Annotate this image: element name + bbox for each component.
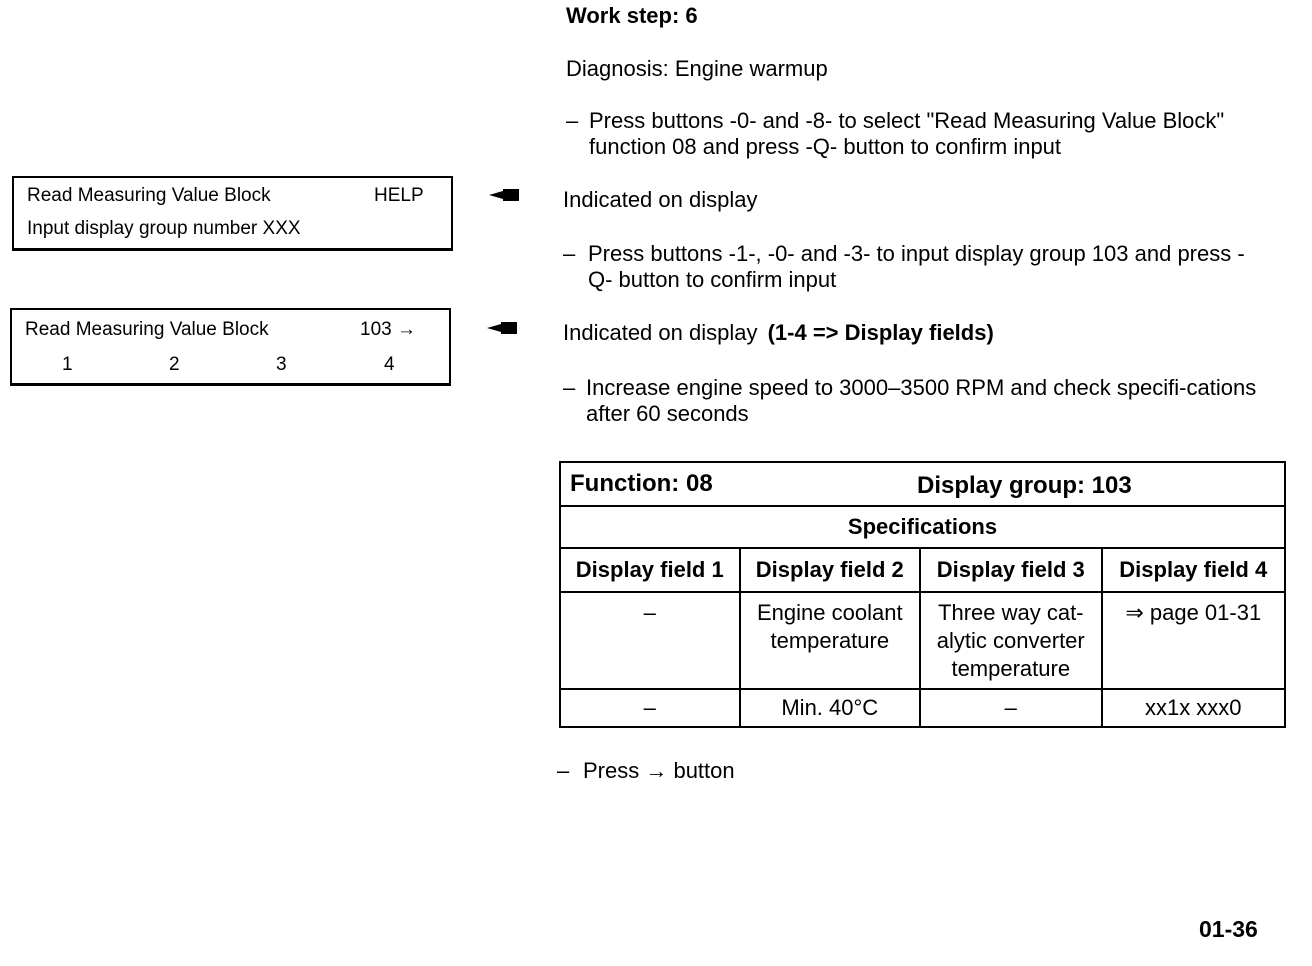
step-dash: – [563, 375, 576, 400]
display-line-input: Input display group number XXX [27, 218, 301, 239]
indicated-on-display [563, 320, 994, 346]
table-cell: – [920, 689, 1101, 727]
table-cell: – [560, 592, 740, 689]
display-box-group [10, 308, 451, 386]
specifications-table [559, 461, 1286, 728]
step-dash: – [563, 241, 576, 266]
column-header: Display field 2 [740, 548, 921, 592]
display-field-3: 3 [276, 354, 287, 375]
pointer-icon [489, 187, 519, 203]
column-header: Display field 3 [920, 548, 1101, 592]
indicated-on-display: Indicated on display [563, 187, 758, 212]
table-cell: Engine coolant temperature [740, 592, 921, 689]
table-cell: Three way cat-alytic converter temperature [920, 592, 1101, 689]
step-instruction: Press → button [583, 758, 735, 783]
display-field-4: 4 [384, 354, 395, 375]
table-cell: Min. 40°C [740, 689, 921, 727]
display-box-help [12, 176, 453, 251]
specifications-heading: Specifications [560, 506, 1285, 548]
indicated-text: Indicated on display [563, 320, 758, 345]
diagnosis-title: Diagnosis: Engine warmup [566, 56, 828, 81]
work-step-title: Work step: 6 [566, 3, 698, 28]
table-cell: ⇒ page 01-31 [1102, 592, 1285, 689]
display-field-1: 1 [62, 354, 73, 375]
table-cell: – [560, 689, 740, 727]
step-dash: – [557, 758, 570, 783]
step-instruction: Increase engine speed to 3000–3500 RPM and check specifi-cations after 60 seconds [586, 375, 1257, 426]
display-line-title: Read Measuring Value Block [27, 185, 271, 206]
page-number: 01-36 [1199, 916, 1258, 942]
pointer-icon [487, 320, 517, 336]
display-group-label: Display group: 103 [917, 472, 1132, 499]
function-label: Function: 08 [570, 470, 713, 497]
step-dash: – [566, 108, 579, 133]
display-line-group: 103 → [360, 319, 416, 340]
display-line-help: HELP [374, 185, 424, 206]
display-line-title: Read Measuring Value Block [25, 319, 269, 340]
column-header: Display field 1 [560, 548, 740, 592]
table-cell: xx1x xxx0 [1102, 689, 1285, 727]
step-instruction: Press buttons -0- and -8- to select "Read Measuring Value Block" function 08 and press -Q- button to confirm input [589, 108, 1225, 159]
display-field-2: 2 [169, 354, 180, 375]
step-instruction: Press buttons -1-, -0- and -3- to input display group 103 and press -Q- button to confirm input [588, 241, 1245, 292]
column-header: Display field 4 [1102, 548, 1285, 592]
indicated-fields-note: (1-4 => Display fields) [767, 320, 994, 345]
